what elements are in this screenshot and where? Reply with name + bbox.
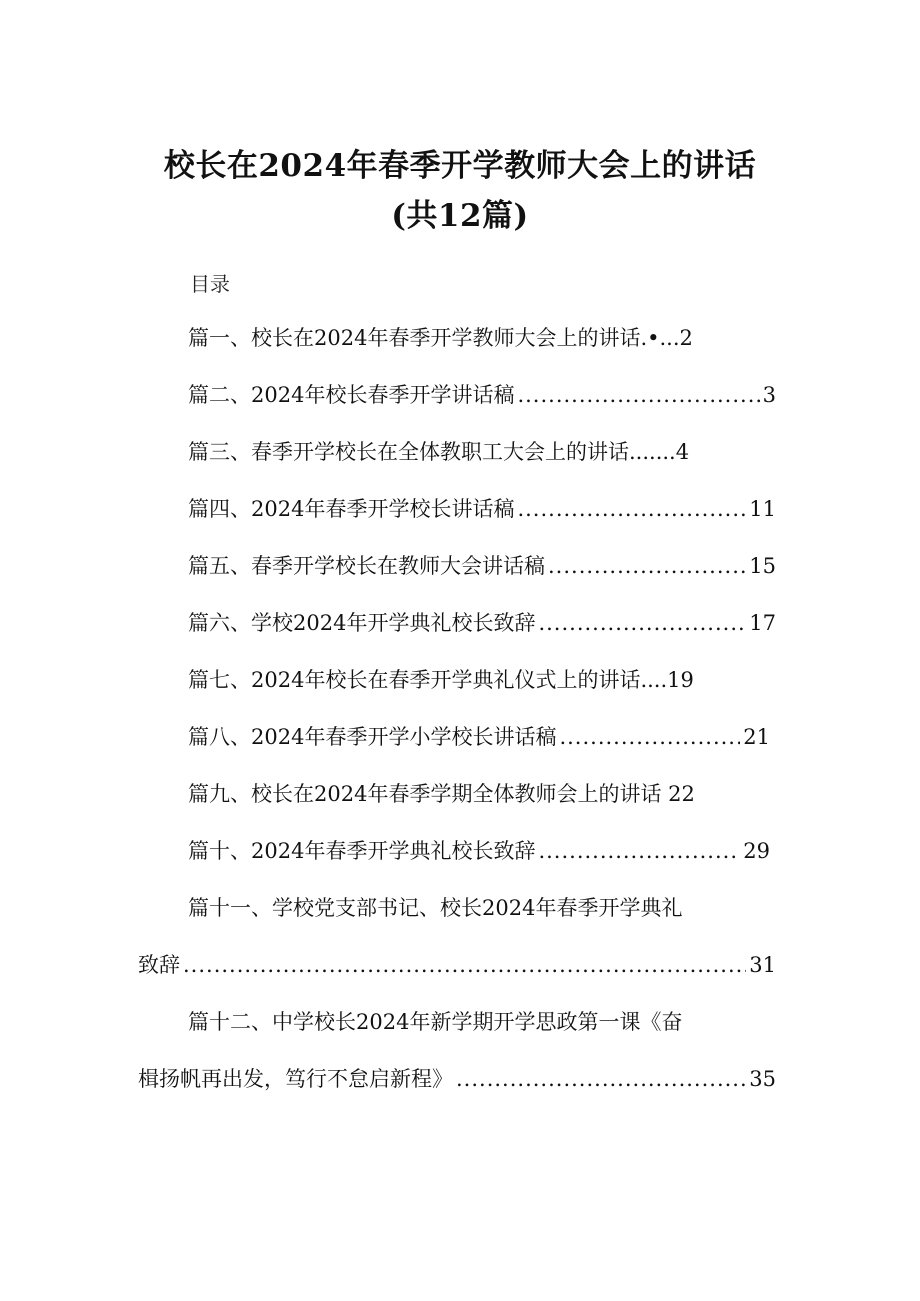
toc-leader (183, 953, 746, 977)
toc-item-label: 篇六、学校2024年开学典礼校长致辞 (188, 611, 536, 635)
toc-item-2[interactable] (188, 379, 776, 409)
toc-item-page: 21 (743, 725, 770, 749)
toc-item-11[interactable]: 篇十一、学校党支部书记、校长2024年春季开学典礼 (188, 896, 683, 920)
toc-item-label: 篇八、2024年春季开学小学校长讲话稿 (188, 725, 557, 749)
toc-item-7[interactable]: 篇七、2024年校长在春季开学典礼仪式上的讲话....19 (188, 668, 694, 692)
toc-leader (559, 725, 740, 749)
toc-item-page: 17 (749, 611, 776, 635)
toc-item-page: 3 (762, 383, 776, 407)
toc-item-9[interactable]: 篇九、校长在2024年春季学期全体教师会上的讲话 22 (188, 782, 695, 806)
toc-item-8[interactable] (188, 721, 770, 751)
toc-item-12[interactable]: 篇十二、中学校长2024年新学期开学思政第一课《奋 (188, 1010, 683, 1034)
toc-item-10[interactable] (188, 835, 770, 865)
toc-item-11-cont[interactable] (138, 949, 776, 979)
toc-item-page: 35 (749, 1067, 776, 1091)
document-subtitle: (共12篇) (391, 198, 529, 234)
toc-leader (548, 554, 746, 578)
toc-item-page: 31 (749, 953, 776, 977)
toc-item-6[interactable] (188, 607, 776, 637)
toc-leader (456, 1067, 746, 1091)
toc-leader (517, 497, 746, 521)
toc-item-label: 篇二、2024年校长春季开学讲话稿 (188, 383, 515, 407)
toc-item-page: 11 (749, 497, 776, 521)
toc-item-4[interactable] (188, 493, 776, 523)
toc-item-label: 篇十、2024年春季开学典礼校长致辞 (188, 839, 536, 863)
document-title: 校长在2024年春季开学教师大会上的讲话 (163, 148, 757, 184)
toc-leader (538, 839, 740, 863)
toc-item-label: 楫扬帆再出发，笃行不怠启新程》 (138, 1067, 453, 1091)
toc-leader (517, 383, 759, 407)
toc-item-1[interactable]: 篇一、校长在2024年春季开学教师大会上的讲话.•...2 (188, 326, 693, 350)
toc-item-page: 29 (743, 839, 770, 863)
toc-item-5[interactable] (188, 550, 776, 580)
toc-item-label: 篇四、2024年春季开学校长讲话稿 (188, 497, 515, 521)
toc-item-3[interactable]: 篇三、春季开学校长在全体教职工大会上的讲话.......4 (188, 440, 690, 464)
toc-heading: 目录 (190, 272, 230, 296)
toc-item-label: 致辞 (138, 953, 180, 977)
toc-item-label: 篇五、春季开学校长在教师大会讲话稿 (188, 554, 545, 578)
toc-item-page: 15 (749, 554, 776, 578)
toc-leader (538, 611, 746, 635)
toc-item-12-cont[interactable] (138, 1063, 776, 1093)
